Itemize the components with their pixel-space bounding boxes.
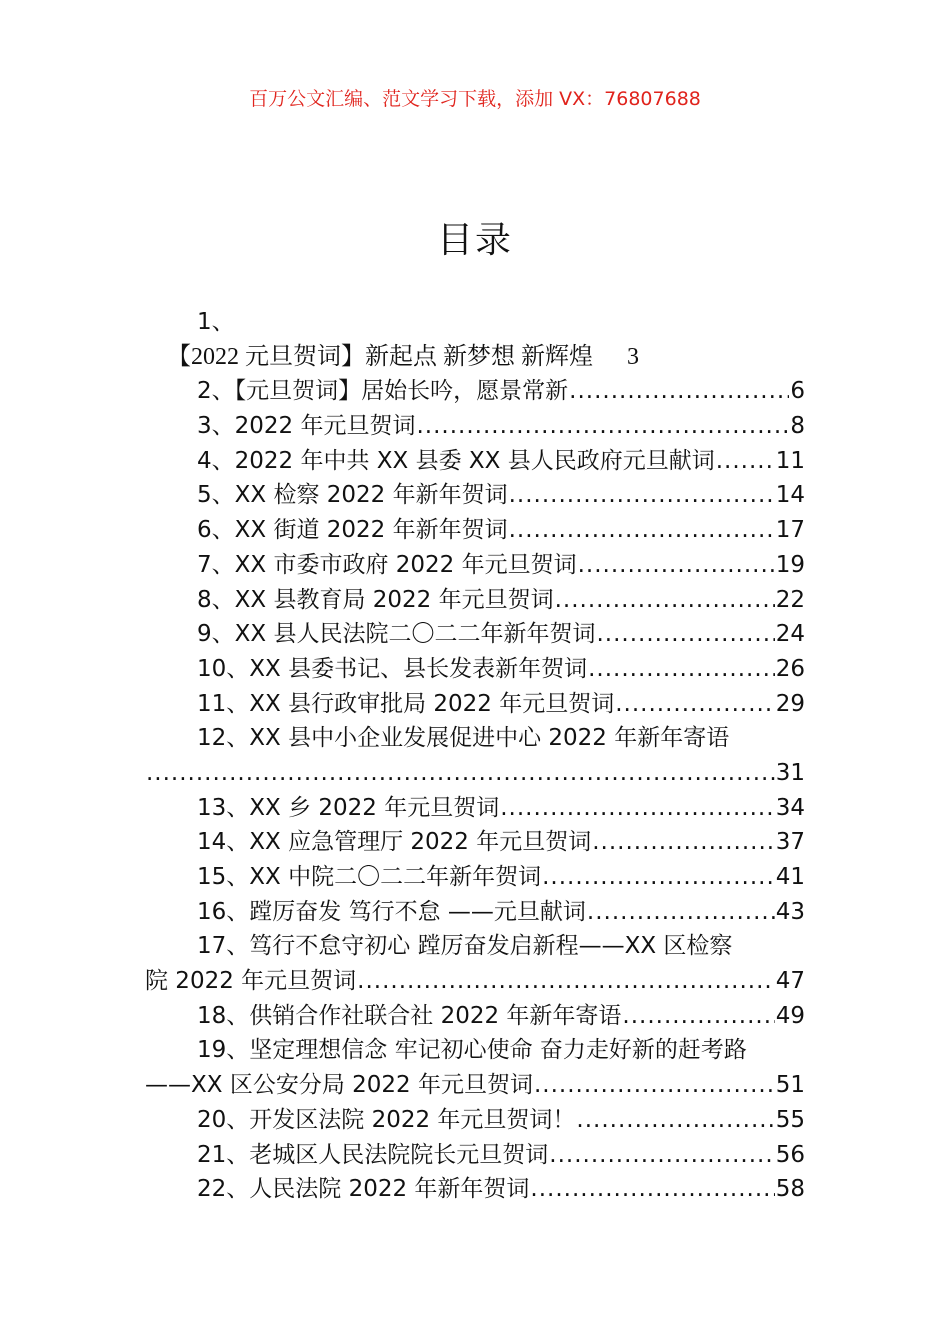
dot-leader	[509, 478, 775, 513]
toc-entry[interactable]	[145, 548, 805, 583]
toc-entry-title: 19、坚定理想信念 牢记初心使命 奋力走好新的赶考路	[197, 1037, 747, 1064]
toc-entry[interactable]	[145, 1033, 805, 1068]
toc-entry-title: 【2022 元旦贺词】新起点 新梦想 新辉煌	[167, 343, 593, 370]
toc-entry[interactable]	[145, 791, 805, 826]
toc-entry-page: 14	[775, 482, 805, 509]
toc-entry-page: 17	[775, 517, 805, 544]
watermark-header: 百万公文汇编、范文学习下载，添加 VX：76807688	[249, 88, 701, 110]
toc-entry-page: 56	[775, 1141, 805, 1168]
toc-entry-title: 4、2022 年中共 XX 县委 XX 县人民政府元旦献词	[197, 447, 715, 474]
toc-entry-title: 20、开发区法院 2022 年元旦贺词！	[197, 1106, 576, 1133]
toc-entry-continuation[interactable]	[145, 964, 805, 999]
dot-leader	[622, 999, 774, 1034]
toc-entry-continuation[interactable]	[145, 756, 805, 791]
toc-entry[interactable]	[145, 999, 805, 1034]
dot-leader	[716, 444, 775, 479]
toc-entry[interactable]	[145, 617, 805, 652]
toc-entry-page: 3	[627, 343, 639, 370]
toc-entry-page: 58	[775, 1176, 805, 1203]
toc-entry-page: 47	[775, 968, 805, 995]
dot-leader	[555, 583, 775, 618]
toc-entry-title: 18、供销合作社联合社 2022 年新年寄语	[197, 1002, 622, 1029]
toc-entry[interactable]	[145, 1103, 805, 1138]
toc-entry-title: 8、XX 县教育局 2022 年元旦贺词	[197, 586, 554, 613]
toc-entry[interactable]	[145, 513, 805, 548]
page-title: 目录	[436, 220, 513, 261]
toc-entry-page: 37	[775, 829, 805, 856]
toc-entry[interactable]	[145, 1138, 805, 1173]
dot-leader	[615, 687, 774, 722]
dot-leader	[587, 895, 775, 930]
toc-entry-title: 12、XX 县中小企业发展促进中心 2022 年新年寄语	[197, 725, 730, 752]
dot-leader	[578, 548, 775, 583]
dot-leader	[509, 513, 775, 548]
dot-leader	[500, 791, 774, 826]
toc-entry[interactable]	[145, 583, 805, 618]
toc-entry-continuation[interactable]	[145, 1068, 805, 1103]
toc-entry-page: 24	[775, 621, 805, 648]
toc-entry-page: 31	[775, 759, 805, 786]
toc-entry[interactable]	[145, 895, 805, 930]
toc-entry-page: 6	[790, 378, 805, 405]
dot-leader	[357, 964, 775, 999]
dot-leader	[416, 409, 789, 444]
toc-entry[interactable]	[145, 374, 805, 409]
toc-entry-title: 15、XX 中院二〇二二年新年贺词	[197, 864, 542, 890]
toc-entry[interactable]	[145, 860, 805, 895]
toc-entry-number: 1、	[197, 309, 235, 335]
toc-entry[interactable]	[145, 687, 805, 722]
toc-entry[interactable]	[145, 1172, 805, 1207]
toc-entry-title: 9、XX 县人民法院二〇二二年新年贺词	[197, 621, 596, 648]
table-of-contents	[145, 305, 805, 1207]
toc-entry-page: 41	[775, 864, 805, 890]
dot-leader	[146, 756, 775, 791]
toc-entry-page: 26	[775, 655, 805, 682]
dot-leader	[596, 617, 774, 652]
dot-leader	[534, 1068, 775, 1103]
toc-entry[interactable]	[145, 825, 805, 860]
toc-entry-title: 11、XX 县行政审批局 2022 年元旦贺词	[197, 690, 615, 717]
toc-entry-title: 7、XX 市委市政府 2022 年元旦贺词	[197, 551, 577, 578]
toc-entry-title: 16、蹚厉奋发 笃行不怠 ——元旦献词	[197, 898, 586, 925]
dot-leader	[592, 825, 774, 860]
toc-entry-title: 2、【元旦贺词】居始长吟，愿景常新	[197, 378, 569, 405]
toc-entry-page: 11	[775, 447, 805, 474]
toc-entry-title: 14、XX 应急管理厅 2022 年元旦贺词	[197, 829, 592, 856]
toc-entry-title: 6、XX 街道 2022 年新年贺词	[197, 517, 508, 544]
dot-leader	[569, 374, 789, 409]
toc-entry-title-continued: 院 2022 年元旦贺词	[145, 968, 357, 995]
toc-entry-page: 34	[775, 794, 805, 821]
toc-entry-page: 19	[775, 551, 805, 578]
dot-leader	[530, 1172, 774, 1207]
toc-entry-page: 29	[775, 690, 805, 717]
toc-entry[interactable]	[145, 721, 805, 756]
toc-entry-title: 3、2022 年元旦贺词	[197, 413, 416, 440]
toc-entry-title-continued: ——XX 区公安分局 2022 年元旦贺词	[145, 1072, 533, 1099]
dot-leader	[549, 1138, 774, 1173]
toc-entry-page: 8	[790, 413, 805, 440]
dot-leader	[588, 652, 775, 687]
toc-entry-1[interactable]	[145, 340, 805, 375]
toc-entry[interactable]	[145, 409, 805, 444]
toc-entry-title: 10、XX 县委书记、县长发表新年贺词	[197, 655, 588, 682]
toc-entry-title: 13、XX 乡 2022 年元旦贺词	[197, 794, 500, 821]
toc-entry-page: 55	[775, 1106, 805, 1133]
toc-entry-page: 43	[775, 898, 805, 925]
toc-entry-title: 22、人民法院 2022 年新年贺词	[197, 1176, 530, 1203]
toc-entry[interactable]	[145, 478, 805, 513]
toc-entry-title: 17、笃行不怠守初心 蹚厉奋发启新程——XX 区检察	[197, 933, 733, 960]
dot-leader	[542, 860, 775, 895]
toc-entry[interactable]	[145, 929, 805, 964]
toc-entry-page: 49	[775, 1002, 805, 1029]
toc-entry[interactable]	[145, 652, 805, 687]
toc-entry[interactable]	[145, 444, 805, 479]
toc-entry-1-number[interactable]	[145, 305, 805, 340]
toc-entry-page: 51	[775, 1072, 805, 1099]
toc-entry-title: 21、老城区人民法院院长元旦贺词	[197, 1141, 549, 1168]
toc-entry-title: 5、XX 检察 2022 年新年贺词	[197, 482, 508, 509]
toc-entry-page: 22	[775, 586, 805, 613]
dot-leader	[576, 1103, 774, 1138]
